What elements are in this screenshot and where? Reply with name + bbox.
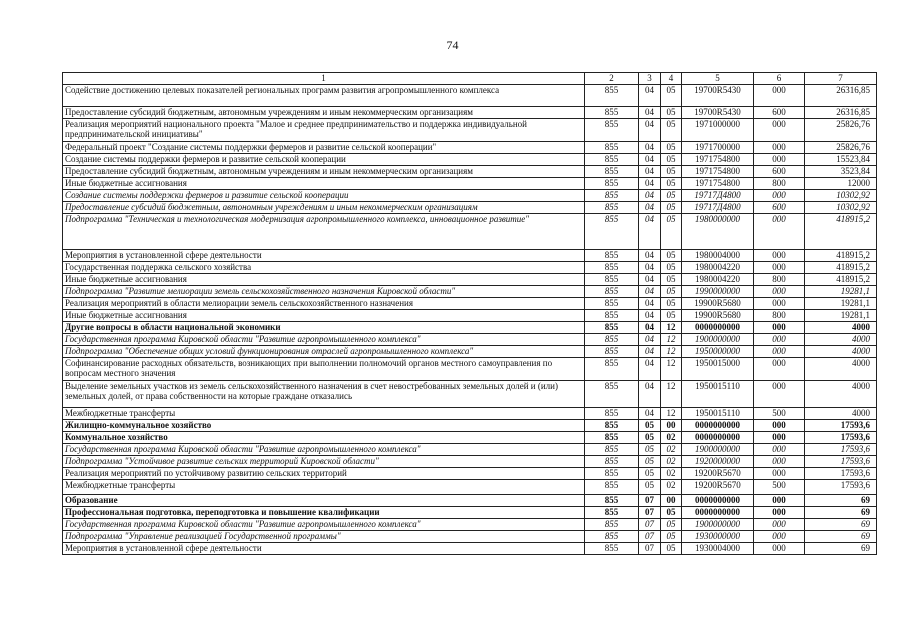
row-name-cell: Образование [63, 495, 585, 507]
row-amount-cell: 19281,1 [805, 298, 877, 310]
row-department-cell: 855 [585, 286, 639, 298]
row-expense-type-cell: 000 [754, 444, 805, 456]
row-department-cell: 855 [585, 358, 639, 381]
row-amount-cell: 19281,1 [805, 286, 877, 298]
row-expense-type-cell: 500 [754, 480, 805, 495]
row-expense-type-cell: 000 [754, 154, 805, 166]
row-section-cell: 07 [639, 495, 661, 507]
row-section-cell: 04 [639, 107, 661, 119]
row-department-cell: 855 [585, 107, 639, 119]
row-expense-type-cell: 800 [754, 178, 805, 190]
row-section-cell: 04 [639, 334, 661, 346]
row-name-cell: Другие вопросы в области национальной экономики [63, 322, 585, 334]
row-amount-cell: 4000 [805, 408, 877, 420]
row-section-cell: 04 [639, 322, 661, 334]
row-name-cell: Коммунальное хозяйство [63, 432, 585, 444]
row-name-cell: Межбюджетные трансферты [63, 480, 585, 495]
row-department-cell: 855 [585, 214, 639, 250]
table-row [63, 456, 877, 468]
table-row [63, 119, 877, 142]
row-expense-type-cell: 000 [754, 495, 805, 507]
row-subsection-cell: 00 [661, 420, 682, 432]
row-expense-type-cell: 600 [754, 202, 805, 214]
row-expense-type-cell: 600 [754, 166, 805, 178]
row-amount-cell: 4000 [805, 346, 877, 358]
row-target-article-cell: 1950015110 [682, 381, 754, 408]
row-subsection-cell: 05 [661, 507, 682, 519]
row-section-cell: 04 [639, 214, 661, 250]
row-amount-cell: 69 [805, 531, 877, 543]
row-target-article-cell: 19717Д4800 [682, 202, 754, 214]
row-name-cell: Подпрограмма "Техническая и технологическая модернизация агропромышленного комплекса, инновационное развитие" [63, 214, 585, 250]
row-amount-cell: 69 [805, 519, 877, 531]
row-section-cell: 05 [639, 468, 661, 480]
row-department-cell: 855 [585, 202, 639, 214]
row-section-cell: 04 [639, 262, 661, 274]
table-row [63, 543, 877, 555]
row-target-article-cell: 1980004000 [682, 250, 754, 262]
table-row [63, 358, 877, 381]
table-row [63, 142, 877, 154]
row-section-cell: 04 [639, 85, 661, 107]
row-subsection-cell: 05 [661, 250, 682, 262]
row-expense-type-cell: 000 [754, 190, 805, 202]
row-section-cell: 04 [639, 408, 661, 420]
row-expense-type-cell: 800 [754, 310, 805, 322]
table-row [63, 322, 877, 334]
row-subsection-cell: 05 [661, 119, 682, 142]
row-name-cell: Софинансирование расходных обязательств, возникающих при выполнении полномочий органов местного самоуправления по вопросам местного значения [63, 358, 585, 381]
row-section-cell: 04 [639, 166, 661, 178]
row-amount-cell: 19281,1 [805, 310, 877, 322]
row-section-cell: 07 [639, 531, 661, 543]
table-row [63, 154, 877, 166]
row-subsection-cell: 05 [661, 286, 682, 298]
row-department-cell: 855 [585, 381, 639, 408]
row-subsection-cell: 05 [661, 166, 682, 178]
header-cell: 4 [661, 73, 682, 85]
row-target-article-cell: 0000000000 [682, 495, 754, 507]
row-amount-cell: 25826,76 [805, 119, 877, 142]
row-section-cell: 04 [639, 190, 661, 202]
row-name-cell: Подпрограмма "Устойчивое развитие сельских территорий Кировской области" [63, 456, 585, 468]
budget-table [62, 72, 877, 555]
row-amount-cell: 4000 [805, 322, 877, 334]
row-section-cell: 04 [639, 346, 661, 358]
row-subsection-cell: 05 [661, 154, 682, 166]
row-subsection-cell: 02 [661, 456, 682, 468]
table-row [63, 166, 877, 178]
row-name-cell: Подпрограмма "Управление реализацией Государственной программы" [63, 531, 585, 543]
row-expense-type-cell: 000 [754, 334, 805, 346]
row-name-cell: Иные бюджетные ассигнования [63, 178, 585, 190]
row-section-cell: 04 [639, 202, 661, 214]
row-name-cell: Реализация мероприятий по устойчивому развитию сельских территорий [63, 468, 585, 480]
row-amount-cell: 17593,6 [805, 432, 877, 444]
row-target-article-cell: 1971700000 [682, 142, 754, 154]
row-target-article-cell: 1920000000 [682, 456, 754, 468]
row-target-article-cell: 1971754800 [682, 154, 754, 166]
header-cell: 7 [805, 73, 877, 85]
row-subsection-cell: 02 [661, 468, 682, 480]
row-department-cell: 855 [585, 310, 639, 322]
table-row [63, 381, 877, 408]
table-row [63, 85, 877, 107]
table-row [63, 262, 877, 274]
row-section-cell: 04 [639, 274, 661, 286]
row-department-cell: 855 [585, 543, 639, 555]
table-row [63, 310, 877, 322]
row-amount-cell: 26316,85 [805, 85, 877, 107]
row-target-article-cell: 1930000000 [682, 531, 754, 543]
table-row [63, 286, 877, 298]
row-subsection-cell: 05 [661, 262, 682, 274]
row-target-article-cell: 0000000000 [682, 507, 754, 519]
row-amount-cell: 15523,84 [805, 154, 877, 166]
row-target-article-cell: 0000000000 [682, 322, 754, 334]
row-section-cell: 04 [639, 310, 661, 322]
row-amount-cell: 69 [805, 495, 877, 507]
row-target-article-cell: 1950015110 [682, 408, 754, 420]
row-expense-type-cell: 000 [754, 322, 805, 334]
row-department-cell: 855 [585, 190, 639, 202]
row-expense-type-cell: 000 [754, 250, 805, 262]
row-name-cell: Предоставление субсидий бюджетным, автономным учреждениям и иным некоммерческим организациям [63, 202, 585, 214]
row-name-cell: Иные бюджетные ассигнования [63, 274, 585, 286]
row-amount-cell: 418915,2 [805, 250, 877, 262]
row-subsection-cell: 05 [661, 274, 682, 286]
row-department-cell: 855 [585, 322, 639, 334]
row-subsection-cell: 05 [661, 543, 682, 555]
row-section-cell: 04 [639, 358, 661, 381]
row-subsection-cell: 12 [661, 334, 682, 346]
row-target-article-cell: 1971754800 [682, 178, 754, 190]
row-amount-cell: 17593,6 [805, 468, 877, 480]
table-row [63, 480, 877, 495]
row-subsection-cell: 05 [661, 310, 682, 322]
row-section-cell: 04 [639, 381, 661, 408]
row-subsection-cell: 02 [661, 432, 682, 444]
row-department-cell: 855 [585, 346, 639, 358]
row-target-article-cell: 1900000000 [682, 334, 754, 346]
row-name-cell: Жилищно-коммунальное хозяйство [63, 420, 585, 432]
table-row [63, 178, 877, 190]
row-expense-type-cell: 000 [754, 507, 805, 519]
row-name-cell: Выделение земельных участков из земель сельскохозяйственного назначения в счет невостребованных земельных долей и (или) земельных долей, от права собственности на которые граждане отказались [63, 381, 585, 408]
row-subsection-cell: 05 [661, 107, 682, 119]
row-target-article-cell: 19900R5680 [682, 310, 754, 322]
row-department-cell: 855 [585, 250, 639, 262]
row-subsection-cell: 05 [661, 519, 682, 531]
row-department-cell: 855 [585, 274, 639, 286]
row-section-cell: 04 [639, 178, 661, 190]
row-expense-type-cell: 600 [754, 107, 805, 119]
row-target-article-cell: 1930004000 [682, 543, 754, 555]
header-cell: 5 [682, 73, 754, 85]
row-section-cell: 04 [639, 298, 661, 310]
row-target-article-cell: 1990000000 [682, 286, 754, 298]
table-row [63, 507, 877, 519]
row-department-cell: 855 [585, 456, 639, 468]
table-row [63, 432, 877, 444]
row-expense-type-cell: 000 [754, 432, 805, 444]
table-row [63, 250, 877, 262]
row-name-cell: Создание системы поддержки фермеров и развитие сельской кооперации [63, 190, 585, 202]
row-name-cell: Государственная программа Кировской области "Развитие агропромышленного комплекса" [63, 519, 585, 531]
row-expense-type-cell: 000 [754, 468, 805, 480]
row-department-cell: 855 [585, 507, 639, 519]
row-department-cell: 855 [585, 262, 639, 274]
row-department-cell: 855 [585, 531, 639, 543]
row-expense-type-cell: 000 [754, 456, 805, 468]
row-name-cell: Профессиональная подготовка, переподготовка и повышение квалификации [63, 507, 585, 519]
row-subsection-cell: 05 [661, 190, 682, 202]
row-subsection-cell: 05 [661, 142, 682, 154]
table-row [63, 468, 877, 480]
row-name-cell: Реализация мероприятий в области мелиорации земель сельскохозяйственного назначения [63, 298, 585, 310]
row-expense-type-cell: 000 [754, 119, 805, 142]
row-expense-type-cell: 000 [754, 286, 805, 298]
row-amount-cell: 3523,84 [805, 166, 877, 178]
row-name-cell: Реализация мероприятий национального проекта "Малое и среднее предпринимательство и поддержка индивидуальной предпринимательской инициативы" [63, 119, 585, 142]
row-subsection-cell: 02 [661, 480, 682, 495]
row-subsection-cell: 05 [661, 531, 682, 543]
row-subsection-cell: 12 [661, 346, 682, 358]
row-expense-type-cell: 500 [754, 408, 805, 420]
table-row [63, 202, 877, 214]
row-subsection-cell: 05 [661, 178, 682, 190]
row-amount-cell: 17593,6 [805, 456, 877, 468]
row-amount-cell: 12000 [805, 178, 877, 190]
row-expense-type-cell: 000 [754, 262, 805, 274]
row-subsection-cell: 02 [661, 444, 682, 456]
row-subsection-cell: 05 [661, 214, 682, 250]
row-amount-cell: 418915,2 [805, 274, 877, 286]
row-expense-type-cell: 000 [754, 531, 805, 543]
table-row [63, 531, 877, 543]
row-target-article-cell: 1950015000 [682, 358, 754, 381]
row-target-article-cell: 19200R5670 [682, 480, 754, 495]
row-department-cell: 855 [585, 408, 639, 420]
row-name-cell: Предоставление субсидий бюджетным, автономным учреждениям и иным некоммерческим организациям [63, 107, 585, 119]
row-expense-type-cell: 000 [754, 420, 805, 432]
header-cell: 1 [63, 73, 585, 85]
row-target-article-cell: 1980000000 [682, 214, 754, 250]
row-target-article-cell: 19717Д4800 [682, 190, 754, 202]
row-subsection-cell: 05 [661, 298, 682, 310]
row-amount-cell: 69 [805, 507, 877, 519]
row-expense-type-cell: 000 [754, 85, 805, 107]
row-amount-cell: 4000 [805, 358, 877, 381]
row-subsection-cell: 12 [661, 381, 682, 408]
row-section-cell: 04 [639, 119, 661, 142]
row-section-cell: 05 [639, 444, 661, 456]
table-row [63, 107, 877, 119]
row-section-cell: 04 [639, 154, 661, 166]
row-amount-cell: 17593,6 [805, 444, 877, 456]
row-department-cell: 855 [585, 178, 639, 190]
row-department-cell: 855 [585, 298, 639, 310]
header-cell: 3 [639, 73, 661, 85]
row-name-cell: Государственная программа Кировской области "Развитие агропромышленного комплекса" [63, 334, 585, 346]
page-number: 74 [446, 38, 459, 52]
table-row [63, 444, 877, 456]
row-subsection-cell: 12 [661, 322, 682, 334]
row-expense-type-cell: 000 [754, 381, 805, 408]
row-section-cell: 04 [639, 142, 661, 154]
row-amount-cell: 69 [805, 543, 877, 555]
row-name-cell: Содействие достижению целевых показателей региональных программ развития агропромышленного комплекса [63, 85, 585, 107]
row-department-cell: 855 [585, 444, 639, 456]
row-section-cell: 07 [639, 519, 661, 531]
row-department-cell: 855 [585, 85, 639, 107]
row-department-cell: 855 [585, 468, 639, 480]
row-department-cell: 855 [585, 480, 639, 495]
row-amount-cell: 17593,6 [805, 420, 877, 432]
row-amount-cell: 4000 [805, 334, 877, 346]
row-amount-cell: 17593,6 [805, 480, 877, 495]
table-row [63, 420, 877, 432]
row-amount-cell: 10302,92 [805, 202, 877, 214]
row-name-cell: Межбюджетные трансферты [63, 408, 585, 420]
row-name-cell: Подпрограмма "Развитие мелиорации земель сельскохозяйственного назначения Кировской области" [63, 286, 585, 298]
row-section-cell: 05 [639, 456, 661, 468]
row-amount-cell: 418915,2 [805, 214, 877, 250]
row-target-article-cell: 0000000000 [682, 420, 754, 432]
header-cell: 2 [585, 73, 639, 85]
row-amount-cell: 26316,85 [805, 107, 877, 119]
table-header-row [63, 73, 877, 85]
row-department-cell: 855 [585, 420, 639, 432]
row-expense-type-cell: 000 [754, 346, 805, 358]
row-section-cell: 05 [639, 480, 661, 495]
row-expense-type-cell: 000 [754, 298, 805, 310]
row-target-article-cell: 0000000000 [682, 432, 754, 444]
row-target-article-cell: 1971000000 [682, 119, 754, 142]
row-department-cell: 855 [585, 142, 639, 154]
row-expense-type-cell: 800 [754, 274, 805, 286]
row-name-cell: Создание системы поддержки фермеров и развитие сельской кооперации [63, 154, 585, 166]
row-target-article-cell: 19700R5430 [682, 107, 754, 119]
row-section-cell: 04 [639, 250, 661, 262]
table-row [63, 519, 877, 531]
table-row [63, 214, 877, 250]
row-amount-cell: 10302,92 [805, 190, 877, 202]
header-cell: 6 [754, 73, 805, 85]
row-target-article-cell: 1900000000 [682, 444, 754, 456]
row-subsection-cell: 12 [661, 358, 682, 381]
row-department-cell: 855 [585, 519, 639, 531]
row-target-article-cell: 19700R5430 [682, 85, 754, 107]
row-section-cell: 07 [639, 507, 661, 519]
row-expense-type-cell: 000 [754, 142, 805, 154]
table-row [63, 298, 877, 310]
row-section-cell: 07 [639, 543, 661, 555]
row-section-cell: 05 [639, 432, 661, 444]
row-expense-type-cell: 000 [754, 358, 805, 381]
row-subsection-cell: 05 [661, 202, 682, 214]
row-target-article-cell: 1971754800 [682, 166, 754, 178]
row-expense-type-cell: 000 [754, 214, 805, 250]
row-name-cell: Государственная поддержка сельского хозяйства [63, 262, 585, 274]
row-subsection-cell: 05 [661, 85, 682, 107]
row-amount-cell: 418915,2 [805, 262, 877, 274]
row-name-cell: Мероприятия в установленной сфере деятельности [63, 250, 585, 262]
row-amount-cell: 4000 [805, 381, 877, 408]
row-department-cell: 855 [585, 432, 639, 444]
row-name-cell: Иные бюджетные ассигнования [63, 310, 585, 322]
row-target-article-cell: 1980004220 [682, 274, 754, 286]
row-expense-type-cell: 000 [754, 543, 805, 555]
row-section-cell: 05 [639, 420, 661, 432]
table-row [63, 274, 877, 286]
row-name-cell: Предоставление субсидий бюджетным, автономным учреждениям и иным некоммерческим организациям [63, 166, 585, 178]
row-target-article-cell: 1980004220 [682, 262, 754, 274]
row-target-article-cell: 19200R5670 [682, 468, 754, 480]
row-department-cell: 855 [585, 495, 639, 507]
table-row [63, 495, 877, 507]
row-department-cell: 855 [585, 119, 639, 142]
row-subsection-cell: 12 [661, 408, 682, 420]
row-department-cell: 855 [585, 154, 639, 166]
row-expense-type-cell: 000 [754, 519, 805, 531]
table-row [63, 334, 877, 346]
row-target-article-cell: 1900000000 [682, 519, 754, 531]
row-name-cell: Подпрограмма "Обеспечение общих условий функционирования отраслей агропромышленного комплекса" [63, 346, 585, 358]
row-section-cell: 04 [639, 286, 661, 298]
table-row [63, 408, 877, 420]
row-department-cell: 855 [585, 334, 639, 346]
table-row [63, 346, 877, 358]
row-target-article-cell: 1950000000 [682, 346, 754, 358]
row-amount-cell: 25826,76 [805, 142, 877, 154]
row-subsection-cell: 00 [661, 495, 682, 507]
row-target-article-cell: 19900R5680 [682, 298, 754, 310]
row-name-cell: Государственная программа Кировской области "Развитие агропромышленного комплекса" [63, 444, 585, 456]
row-name-cell: Федеральный проект "Создание системы поддержки фермеров и развитие сельской кооперации" [63, 142, 585, 154]
row-name-cell: Мероприятия в установленной сфере деятельности [63, 543, 585, 555]
row-department-cell: 855 [585, 166, 639, 178]
table-row [63, 190, 877, 202]
